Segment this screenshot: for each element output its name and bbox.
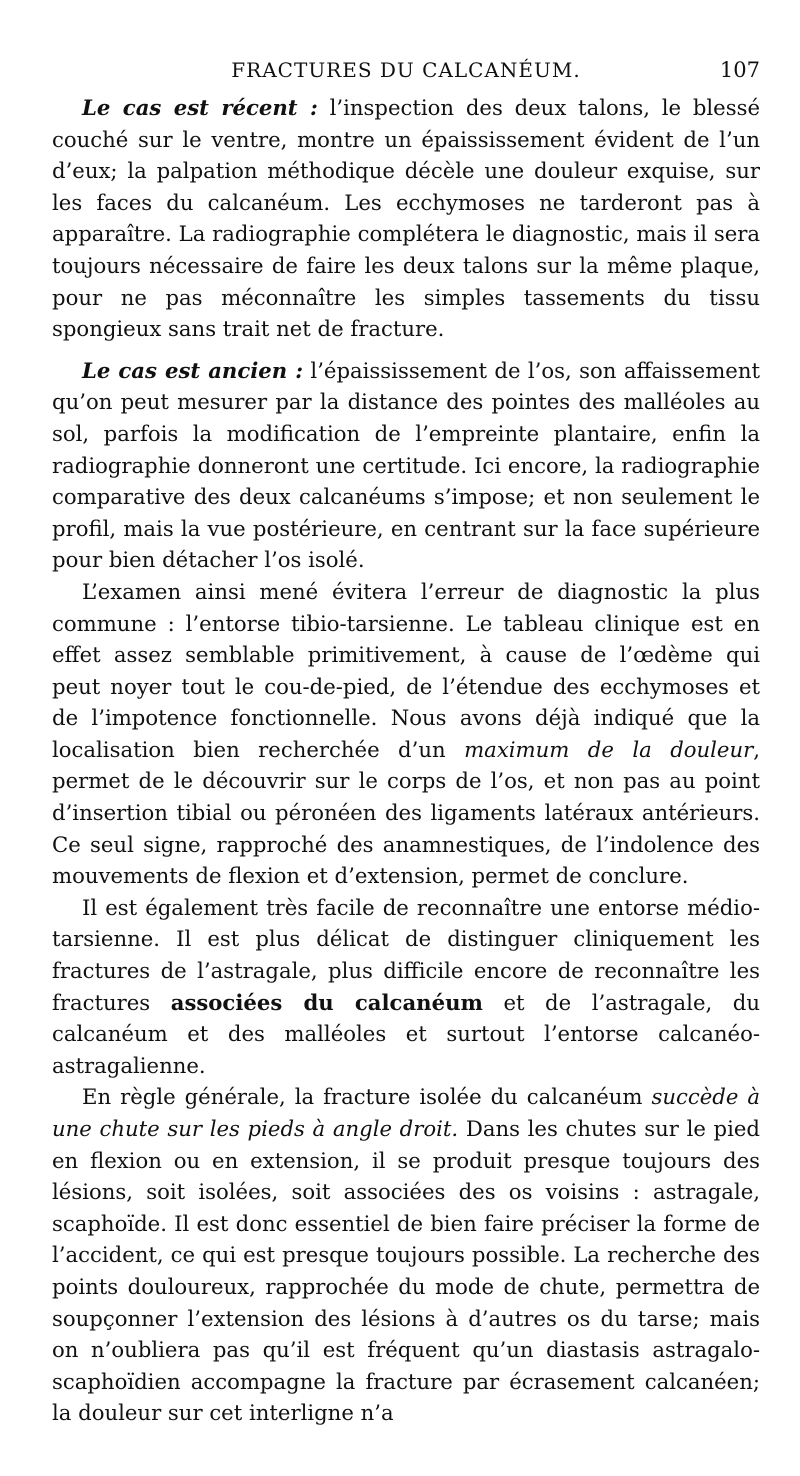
paragraph-lead: Le cas est ancien : [82,357,304,383]
running-title: FRACTURES DU CALCANÉUM. [231,58,581,82]
body-text [52,92,760,1429]
paragraph-text: Dans les chutes sur le pied en flexion ou en extension, il se produit presque toujours des lésions, soit isolées, soit associées des os voisins : astragale, scaphoïde. Il est donc essentiel de bien faire préciser la forme de l’accident, ce qui est presque toujours possible. La recherche des points douloureux, rapprochée du mode de chute, permettra de soupçonner l’extension des lésions à d’autres os du tarse; mais on n’oubliera pas qu’il est fréquent qu’un diastasis astragalo-scaphoïdien accompagne la fracture par écrasement calcanéen; la douleur sur cet interligne n’a [52,1116,760,1426]
paragraph-text: L’examen ainsi mené évitera l’erreur de diagnostic la plus commune : l’entorse tibio-tarsienne. Le tableau clinique est en effet assez semblable primitivement, à cause de l’œdème qui peut noyer tout le cou-de-pied, de l’étendue des ecchymoses et de l’impotence fonctionnelle. Nous avons déjà indiqué que la localisation bien recherchée d’un [52,578,760,762]
paragraph-recent-case [52,92,760,345]
paragraph-associated-fractures [52,892,760,1082]
paragraph-text: Il est également très facile de reconnaître une entorse médio-tarsienne. Il est plus délicat de distinguer cliniquement les fractures de l’astragale, plus difficile encore de reconnaître les fractures [52,894,760,1015]
paragraph-text: l’épaississement de l’os, son affaissement qu’on peut mesurer par la distance des pointes des malléoles au sol, parfois la modification de l’empreinte plantaire, enfin la radiographie donneront une certitude. Ici encore, la radiographie comparative des deux calcanéums s’impose; et non seulement le profil, mais la vue postérieure, en centrant sur la face supérieure pour bien détacher l’os isolé. [52,357,760,573]
paragraph-text: l’inspection des deux talons, le blessé couché sur le ventre, montre un épaississement évident de l’un d’eux; la palpation méthodique décèle une douleur exquise, sur les faces du calcanéum. Les ecchymoses ne tarderont pas à apparaître. La radiographie complétera le diagnostic, mais il sera toujours nécessaire de faire les deux talons sur la même plaque, pour ne pas méconnaître les simples tassements du tissu spongieux sans trait net de fracture. [52,95,760,342]
paragraph-lead: Le cas est récent : [82,95,318,120]
paragraph-differential-diagnosis [52,576,760,892]
paragraph-old-case [52,355,760,576]
paragraph-text: , permet de le découvrir sur le corps de l’os, et non pas au point d’insertion tibial ou péronéen des ligaments latéraux antérieurs. Ce seul signe, rapproché des anamnestiques, de l’indolence des mouvements de flexion et d’extension, permet de conclure. [52,736,760,889]
bold-text: associées du calcanéum [170,989,483,1015]
running-header [52,58,760,92]
book-page [52,58,760,1429]
paragraph-text: et de l’astragale, du calcanéum et des malléoles et surtout l’entorse calcanéo-astragalienne. [52,989,760,1078]
paragraph-general-rule [52,1081,760,1429]
page-number: 107 [719,58,760,82]
paragraph-text: En règle générale, la fracture isolée du calcanéum [82,1084,652,1110]
emphasis-text: succède à une chute sur les pieds à angle droit. [52,1084,760,1141]
emphasis-text: maximum de la douleur [464,736,754,762]
